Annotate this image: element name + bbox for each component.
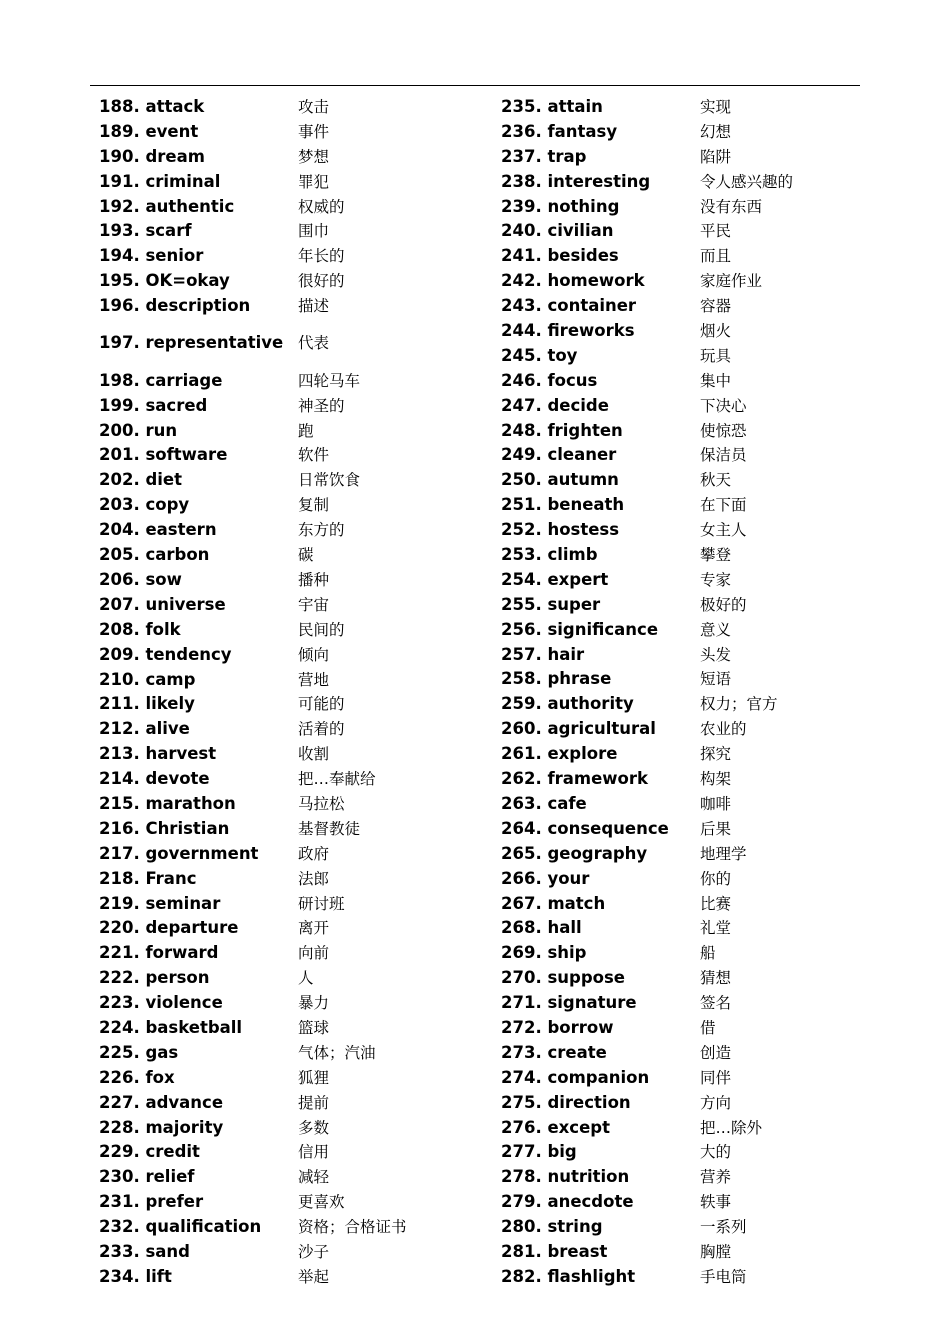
vocab-chinese-meaning: 马拉松 [298,794,345,813]
vocab-chinese-meaning: 签名 [700,994,732,1013]
vocab-row [501,219,901,244]
vocab-chinese-meaning: 暴力 [298,994,330,1013]
vocab-row [501,767,901,792]
vocab-english-term: 264. consequence [501,818,669,838]
vocab-english-term: 265. geography [501,843,648,863]
vocab-english-term: 251. beneath [501,495,625,515]
vocab-chinese-meaning: 沙子 [298,1242,330,1261]
vocab-english-term: 210. camp [99,669,196,689]
vocab-row [501,1091,901,1116]
vocab-chinese-meaning: 女主人 [700,521,747,540]
vocab-chinese-meaning: 四轮马车 [298,371,361,390]
vocab-row [501,916,901,941]
vocab-chinese-meaning: 地理学 [700,844,747,863]
vocab-english-term: 198. carriage [99,370,223,390]
vocab-row [501,294,901,319]
vocab-row [99,1165,499,1190]
vocab-row [99,1016,499,1041]
vocab-row [99,643,499,668]
vocab-english-term: 261. explore [501,744,618,764]
vocab-english-term: 249. cleaner [501,445,617,465]
vocab-english-term: 243. container [501,296,637,316]
vocab-row [501,792,901,817]
vocab-chinese-meaning: 把…奉献给 [298,770,376,789]
vocab-row [99,618,499,643]
vocab-row [99,120,499,145]
vocab-chinese-meaning: 手电筒 [700,1267,747,1286]
vocab-english-term: 231. prefer [99,1192,204,1212]
vocab-row [99,568,499,593]
vocab-chinese-meaning: 日常饮食 [298,471,361,490]
vocab-english-term: 190. dream [99,146,205,166]
vocab-english-term: 197. representative [99,333,284,353]
vocab-row [99,1091,499,1116]
vocab-chinese-meaning: 烟火 [700,322,732,341]
vocab-row [501,269,901,294]
vocab-chinese-meaning: 极好的 [700,595,747,614]
vocab-row [501,543,901,568]
vocab-english-term: 276. except [501,1117,610,1137]
vocab-chinese-meaning: 平民 [700,222,732,241]
vocab-chinese-meaning: 东方的 [298,521,345,540]
vocab-chinese-meaning: 陷阱 [700,147,732,166]
vocab-chinese-meaning: 事件 [298,122,330,141]
vocab-chinese-meaning: 年长的 [298,247,345,266]
vocab-chinese-meaning: 举起 [298,1267,330,1286]
vocab-chinese-meaning: 民间的 [298,620,345,639]
vocab-chinese-meaning: 构架 [700,770,732,789]
vocab-english-term: 203. copy [99,495,190,515]
vocab-english-term: 257. hair [501,644,585,664]
vocab-english-term: 205. carbon [99,545,210,565]
vocab-row [501,1016,901,1041]
vocab-english-term: 220. departure [99,918,239,938]
vocab-row [501,195,901,220]
vocab-row [99,668,499,693]
vocab-chinese-meaning: 狐狸 [298,1068,330,1087]
vocab-row [501,493,901,518]
vocab-english-term: 191. criminal [99,171,221,191]
vocab-row [99,941,499,966]
vocab-english-term: 233. sand [99,1241,190,1261]
vocab-chinese-meaning: 创造 [700,1043,732,1062]
vocab-english-term: 260. agricultural [501,719,656,739]
vocab-chinese-meaning: 活着的 [298,720,345,739]
vocab-chinese-meaning: 农业的 [700,720,747,739]
vocab-chinese-meaning: 胸膛 [700,1242,732,1261]
vocab-chinese-meaning: 短语 [700,670,732,689]
vocab-row [501,991,901,1016]
vocab-chinese-meaning: 一系列 [700,1218,747,1237]
vocab-row [99,443,499,468]
vocab-english-term: 244. fireworks [501,321,635,341]
vocab-english-term: 211. likely [99,694,195,714]
vocab-english-term: 254. expert [501,569,609,589]
vocab-chinese-meaning: 下决心 [700,396,747,415]
vocab-chinese-meaning: 玩具 [700,346,732,365]
vocab-row [99,145,499,170]
vocab-chinese-meaning: 向前 [298,944,330,963]
vocab-chinese-meaning: 软件 [298,446,330,465]
vocab-english-term: 229. credit [99,1142,200,1162]
vocab-chinese-meaning: 使惊恐 [700,421,747,440]
vocab-row [99,1190,499,1215]
vocab-chinese-meaning: 咖啡 [700,794,732,813]
vocab-row [501,742,901,767]
vocab-chinese-meaning: 猜想 [700,969,732,988]
vocab-english-term: 255. super [501,594,601,614]
vocab-chinese-meaning: 在下面 [700,496,747,515]
vocab-row [99,1116,499,1141]
vocab-english-term: 230. relief [99,1167,195,1187]
vocab-english-term: 195. OK=okay [99,271,230,291]
vocab-english-term: 236. fantasy [501,121,618,141]
vocab-row [99,792,499,817]
vocab-row [501,643,901,668]
vocab-chinese-meaning: 多数 [298,1118,330,1137]
vocab-row [99,842,499,867]
header-rule [90,85,860,86]
vocab-row [501,842,901,867]
vocab-row [501,1165,901,1190]
vocab-chinese-meaning: 令人感兴趣的 [700,172,794,191]
vocab-english-term: 277. big [501,1142,577,1162]
vocab-english-term: 266. your [501,868,590,888]
vocab-row [501,95,901,120]
vocab-row [99,1041,499,1066]
vocab-row [99,867,499,892]
vocab-row [99,1215,499,1240]
vocab-row [99,717,499,742]
vocab-chinese-meaning: 权力；官方 [700,695,778,714]
vocab-chinese-meaning: 可能的 [298,695,345,714]
vocab-row [501,1240,901,1265]
vocab-chinese-meaning: 幻想 [700,122,732,141]
vocab-english-term: 213. harvest [99,744,217,764]
vocab-english-term: 204. eastern [99,520,217,540]
vocab-chinese-meaning: 攻击 [298,98,330,116]
vocab-english-term: 239. nothing [501,196,620,216]
vocab-row [501,717,901,742]
vocab-english-term: 226. fox [99,1067,175,1087]
vocab-chinese-meaning: 比赛 [700,894,732,913]
vocab-english-term: 282. flashlight [501,1266,636,1286]
vocab-english-term: 241. besides [501,246,619,266]
vocab-row [99,1240,499,1265]
vocab-english-term: 221. forward [99,943,219,963]
vocab-row [501,667,901,692]
vocab-english-term: 223. violence [99,993,223,1013]
vocab-english-term: 250. autumn [501,470,619,490]
vocab-chinese-meaning: 实现 [700,98,732,116]
vocab-english-term: 248. frighten [501,420,623,440]
vocab-chinese-meaning: 梦想 [298,147,330,166]
vocab-english-term: 225. gas [99,1042,179,1062]
vocab-chinese-meaning: 收割 [298,745,330,764]
vocab-english-term: 193. scarf [99,221,192,241]
vocab-english-term: 268. hall [501,918,582,938]
vocab-row [501,568,901,593]
vocab-row [99,319,499,369]
vocab-row [501,468,901,493]
vocab-chinese-meaning: 权威的 [298,197,345,216]
vocab-row [501,1066,901,1091]
vocab-english-term: 279. anecdote [501,1192,634,1212]
vocab-row [501,145,901,170]
vocab-row [501,1190,901,1215]
vocab-english-term: 222. person [99,968,210,988]
vocab-english-term: 217. government [99,843,259,863]
vocab-english-term: 240. civilian [501,221,614,241]
vocab-english-term: 258. phrase [501,669,612,689]
vocab-english-term: 219. seminar [99,893,221,913]
vocab-chinese-meaning: 没有东西 [700,197,763,216]
vocab-english-term: 232. qualification [99,1217,262,1237]
vocab-chinese-meaning: 大的 [700,1143,732,1162]
vocab-chinese-meaning: 你的 [700,869,732,888]
vocab-row [99,767,499,792]
vocab-english-term: 247. decide [501,395,609,415]
vocab-chinese-meaning: 很好的 [298,272,345,291]
vocab-row [99,170,499,195]
vocab-row [99,817,499,842]
vocab-chinese-meaning: 离开 [298,919,330,938]
vocab-row [501,518,901,543]
vocab-chinese-meaning: 礼堂 [700,919,732,938]
vocab-row [99,493,499,518]
vocab-english-term: 263. cafe [501,793,587,813]
vocab-english-term: 214. devote [99,769,210,789]
vocab-chinese-meaning: 头发 [700,645,732,664]
right-vocabulary-column [501,95,901,1290]
vocab-row [99,991,499,1016]
vocab-row [99,419,499,444]
vocab-chinese-meaning: 人 [298,969,314,988]
vocab-english-term: 224. basketball [99,1017,243,1037]
vocab-chinese-meaning: 播种 [298,570,330,589]
vocab-english-term: 227. advance [99,1092,224,1112]
vocab-english-term: 267. match [501,893,606,913]
vocab-english-term: 202. diet [99,470,182,490]
vocab-chinese-meaning: 后果 [700,819,732,838]
vocab-english-term: 245. toy [501,345,578,365]
vocab-chinese-meaning: 家庭作业 [700,272,763,291]
vocab-chinese-meaning: 船 [700,944,716,963]
vocab-chinese-meaning: 减轻 [298,1168,330,1187]
vocab-english-term: 228. majority [99,1117,224,1137]
vocab-english-term: 212. alive [99,719,190,739]
vocab-row [501,966,901,991]
vocab-chinese-meaning: 方向 [700,1093,732,1112]
vocab-chinese-meaning: 借 [700,1018,716,1037]
vocab-english-term: 192. authentic [99,196,235,216]
vocab-row [99,394,499,419]
vocab-row [99,195,499,220]
vocab-english-term: 200. run [99,420,178,440]
vocab-row [501,120,901,145]
vocab-english-term: 252. hostess [501,520,620,540]
vocab-chinese-meaning: 集中 [700,371,732,390]
vocab-english-term: 238. interesting [501,171,651,191]
vocab-chinese-meaning: 资格；合格证书 [298,1218,407,1237]
vocab-chinese-meaning: 攀登 [700,546,732,565]
vocab-english-term: 194. senior [99,246,204,266]
vocab-row [501,1215,901,1240]
vocab-row [501,618,901,643]
vocab-chinese-meaning: 信用 [298,1143,330,1162]
vocab-english-term: 188. attack [99,97,205,116]
vocab-chinese-meaning: 秋天 [700,471,732,490]
vocab-row [99,369,499,394]
vocab-row [99,244,499,269]
vocab-row [501,170,901,195]
left-vocabulary-column [99,95,499,1290]
vocab-chinese-meaning: 代表 [298,334,330,353]
vocab-english-term: 274. companion [501,1067,650,1087]
vocab-english-term: 271. signature [501,993,637,1013]
vocab-chinese-meaning: 描述 [298,297,330,316]
vocab-chinese-meaning: 研讨班 [298,894,345,913]
vocab-english-term: 278. nutrition [501,1167,630,1187]
vocab-row [99,95,499,120]
vocab-chinese-meaning: 把…除外 [700,1118,763,1137]
vocab-chinese-meaning: 更喜欢 [298,1193,345,1212]
vocab-english-term: 199. sacred [99,395,208,415]
vocab-row [501,394,901,419]
vocab-english-term: 237. trap [501,146,587,166]
vocab-row [501,443,901,468]
vocab-chinese-meaning: 基督教徒 [298,819,361,838]
vocab-row [99,294,499,319]
vocab-english-term: 262. framework [501,769,648,789]
vocab-chinese-meaning: 跑 [298,421,314,440]
vocab-row [99,742,499,767]
vocab-row [501,1265,901,1290]
vocab-chinese-meaning: 倾向 [298,645,330,664]
vocab-english-term: 206. sow [99,569,182,589]
vocab-row [99,543,499,568]
vocab-english-term: 242. homework [501,271,645,291]
vocab-row [501,344,901,369]
vocab-chinese-meaning: 容器 [700,297,732,316]
vocab-english-term: 269. ship [501,943,587,963]
vocab-row [501,1116,901,1141]
vocab-row [99,269,499,294]
vocab-chinese-meaning: 碳 [298,546,314,565]
vocab-english-term: 256. significance [501,619,659,639]
vocab-english-term: 215. marathon [99,793,236,813]
vocab-row [501,941,901,966]
vocab-row [99,1140,499,1165]
vocab-row [501,1041,901,1066]
vocab-english-term: 246. focus [501,370,598,390]
vocab-chinese-meaning: 而且 [700,247,732,266]
vocab-english-term: 273. create [501,1042,607,1062]
vocab-row [99,1066,499,1091]
vocab-english-term: 280. string [501,1217,603,1237]
vocab-chinese-meaning: 营地 [298,670,330,689]
vocab-english-term: 216. Christian [99,818,230,838]
vocab-chinese-meaning: 宇宙 [298,595,330,614]
vocab-chinese-meaning: 专家 [700,570,732,589]
vocab-row [99,593,499,618]
vocab-row [501,892,901,917]
vocab-english-term: 259. authority [501,694,634,714]
vocab-row [501,319,901,344]
vocab-chinese-meaning: 罪犯 [298,172,330,191]
vocab-english-term: 270. suppose [501,968,625,988]
vocab-english-term: 234. lift [99,1266,172,1286]
vocab-chinese-meaning: 政府 [298,844,330,863]
vocab-row [501,244,901,269]
vocab-english-term: 275. direction [501,1092,631,1112]
vocab-chinese-meaning: 复制 [298,496,330,515]
vocab-english-term: 196. description [99,296,251,316]
vocab-english-term: 209. tendency [99,644,232,664]
vocab-chinese-meaning: 提前 [298,1093,330,1112]
vocab-row [99,468,499,493]
vocab-row [501,593,901,618]
vocab-row [501,692,901,717]
vocab-row [99,966,499,991]
vocab-chinese-meaning: 探究 [700,745,732,764]
vocab-chinese-meaning: 神圣的 [298,396,345,415]
vocab-chinese-meaning: 轶事 [700,1193,732,1212]
vocab-english-term: 218. Franc [99,868,197,888]
vocab-row [99,1265,499,1290]
vocab-chinese-meaning: 同伴 [700,1068,732,1087]
vocab-chinese-meaning: 法郎 [298,869,330,888]
vocab-chinese-meaning: 保洁员 [700,446,747,465]
vocab-english-term: 208. folk [99,619,181,639]
vocab-row [99,219,499,244]
vocab-chinese-meaning: 意义 [700,620,732,639]
vocab-english-term: 253. climb [501,545,598,565]
vocab-english-term: 235. attain [501,97,603,116]
vocab-chinese-meaning: 气体；汽油 [298,1043,376,1062]
vocab-english-term: 281. breast [501,1241,608,1261]
vocab-row [99,892,499,917]
vocab-row [501,867,901,892]
vocab-row [99,916,499,941]
vocab-row [501,419,901,444]
vocab-row [501,1140,901,1165]
vocab-chinese-meaning: 篮球 [298,1018,330,1037]
vocab-chinese-meaning: 营养 [700,1168,732,1187]
vocab-row [99,518,499,543]
vocab-english-term: 207. universe [99,594,226,614]
vocab-english-term: 189. event [99,121,199,141]
vocab-english-term: 201. software [99,445,228,465]
vocab-english-term: 272. borrow [501,1017,614,1037]
vocab-row [501,369,901,394]
vocab-chinese-meaning: 围巾 [298,222,330,241]
vocab-row [99,692,499,717]
vocab-row [501,817,901,842]
